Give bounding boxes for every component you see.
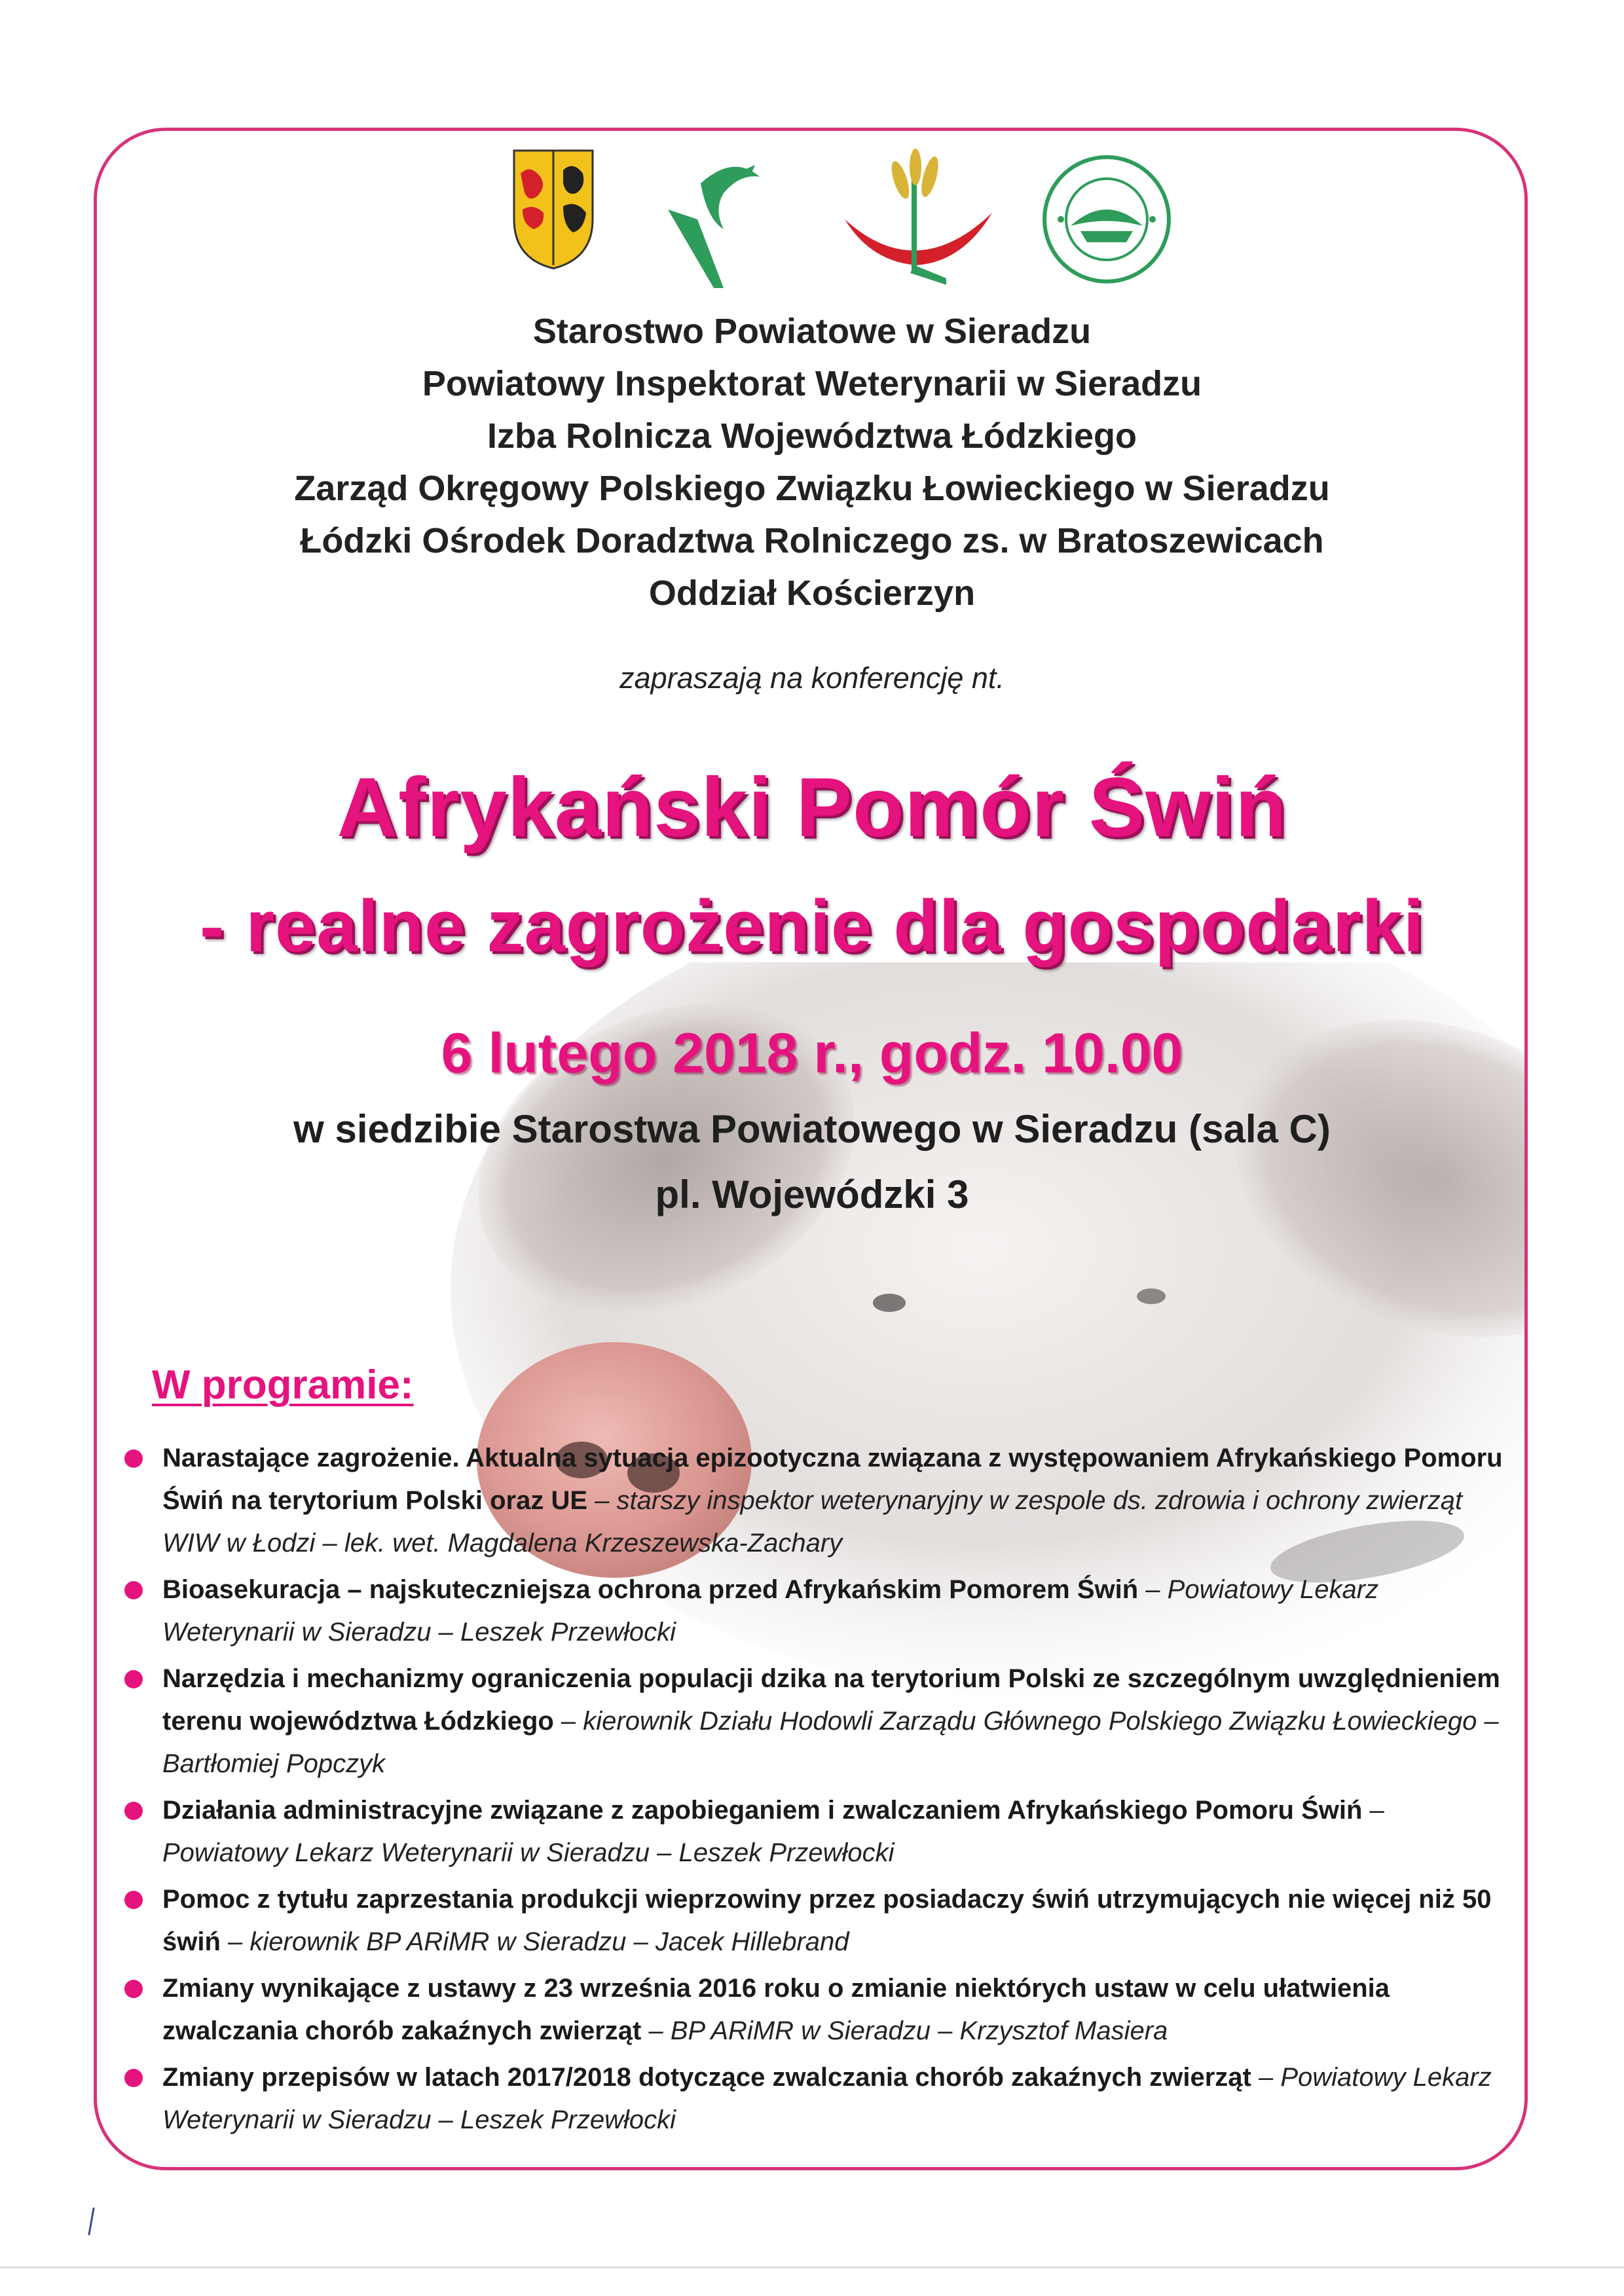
conference-subtitle: - realne zagrożenie dla gospodarki <box>199 885 1425 967</box>
venue-line-1: w siedzibie Starostwa Powiatowego w Sieradzu (sala C) <box>293 1107 1331 1151</box>
bullet-icon <box>124 1670 143 1688</box>
program-speaker: – kierownik Działu Hodowli Zarządu Głównego Polskiego Związku Łowieckiego – Bartłomiej Popczyk <box>162 1707 1499 1778</box>
program-heading: W programie: <box>152 1362 414 1408</box>
bullet-icon <box>124 1449 143 1468</box>
scan-mark <box>88 2208 94 2235</box>
program-topic: Działania administracyjne związane z zapobieganiem i zwalczaniem Afrykańskiego Pomoru Świń <box>162 1796 1363 1825</box>
organizer-3: Izba Rolnicza Województwa Łódzkiego <box>487 416 1137 456</box>
program-list <box>124 1437 1506 2145</box>
organizer-4: Zarząd Okręgowy Polskiego Związku Łowieckiego w Sieradzu <box>294 469 1330 508</box>
event-date: 6 lutego 2018 r., godz. 10.00 <box>441 1022 1183 1085</box>
veterinary-inspection-logo <box>661 157 773 295</box>
agricultural-chamber-logo <box>832 147 1002 288</box>
agricultural-advisory-centre-seal <box>1041 154 1172 285</box>
program-item <box>124 1658 1506 1785</box>
program-item <box>124 1967 1506 2052</box>
program-speaker: – Powiatowy Lekarz Weterynarii w Sieradzu – Leszek Przewłocki <box>162 1575 1379 1647</box>
program-topic: Narzędzia i mechanizmy ograniczenia populacji dzika na terytorium Polski ze szczególnym uwzględnieniem terenu województwa Łódzkiego <box>162 1664 1500 1736</box>
program-speaker: – starszy inspektor weterynaryjny w zespole ds. zdrowia i ochrony zwierząt WIW w Łodzi – lek. wet. Magdalena Krzeszewska-Zachary <box>162 1486 1463 1558</box>
organizer-5: Łódzki Ośrodek Doradztwa Rolniczego zs. w Bratoszewicach <box>300 521 1324 560</box>
program-speaker: – Powiatowy Lekarz Weterynarii w Sieradzu – Leszek Przewłocki <box>162 1796 1384 1867</box>
program-topic: Pomoc z tytułu zaprzestania produkcji wieprzowiny przez posiadaczy świń utrzymujących nie więcej niż 50 świń <box>162 1885 1492 1956</box>
program-item <box>124 1569 1506 1654</box>
program-topic: Narastające zagrożenie. Aktualna sytuacja epizootyczna związana z występowaniem Afrykańskiego Pomoru Świń na terytorium Polski oraz UE <box>162 1444 1503 1515</box>
coat-of-arms-icon <box>511 147 596 272</box>
program-item <box>124 1878 1506 1963</box>
scan-edge-line <box>0 2267 1624 2269</box>
organizer-1: Starostwo Powiatowe w Sieradzu <box>532 312 1092 351</box>
program-item <box>124 1789 1506 1874</box>
organizer-6: Oddział Kościerzyn <box>648 574 976 613</box>
program-item <box>124 2056 1506 2141</box>
conference-title: Afrykański Pomór Świń <box>337 761 1287 854</box>
program-topic: Zmiany przepisów w latach 2017/2018 dotyczące zwalczania chorób zakaźnych zwierząt <box>162 2063 1251 2092</box>
bullet-icon <box>124 1581 143 1599</box>
venue-line-2: pl. Wojewódzki 3 <box>655 1173 969 1216</box>
logo-row <box>0 147 1624 298</box>
invitation-text: zapraszają na konferencję nt. <box>619 661 1005 695</box>
program-speaker: – BP ARiMR w Sieradzu – Krzysztof Masiera <box>641 2016 1168 2045</box>
program-speaker: – Powiatowy Lekarz Weterynarii w Sieradzu – Leszek Przewłocki <box>162 2063 1492 2134</box>
bullet-icon <box>124 1980 143 1998</box>
bullet-icon <box>124 1891 143 1909</box>
program-topic: Zmiany wynikające z ustawy z 23 września 2016 roku o zmianie niektórych ustaw w celu ułatwienia zwalczania chorób zakaźnych zwierząt <box>162 1974 1390 2045</box>
program-item <box>124 1437 1506 1565</box>
bullet-icon <box>124 2069 143 2087</box>
program-topic: Bioasekuracja – najskuteczniejsza ochrona przed Afrykańskim Pomorem Świń <box>162 1575 1139 1604</box>
program-speaker: – kierownik BP ARiMR w Sieradzu – Jacek Hillebrand <box>220 1927 849 1956</box>
bullet-icon <box>124 1802 143 1820</box>
organizer-2: Powiatowy Inspektorat Weterynarii w Sieradzu <box>422 364 1202 403</box>
